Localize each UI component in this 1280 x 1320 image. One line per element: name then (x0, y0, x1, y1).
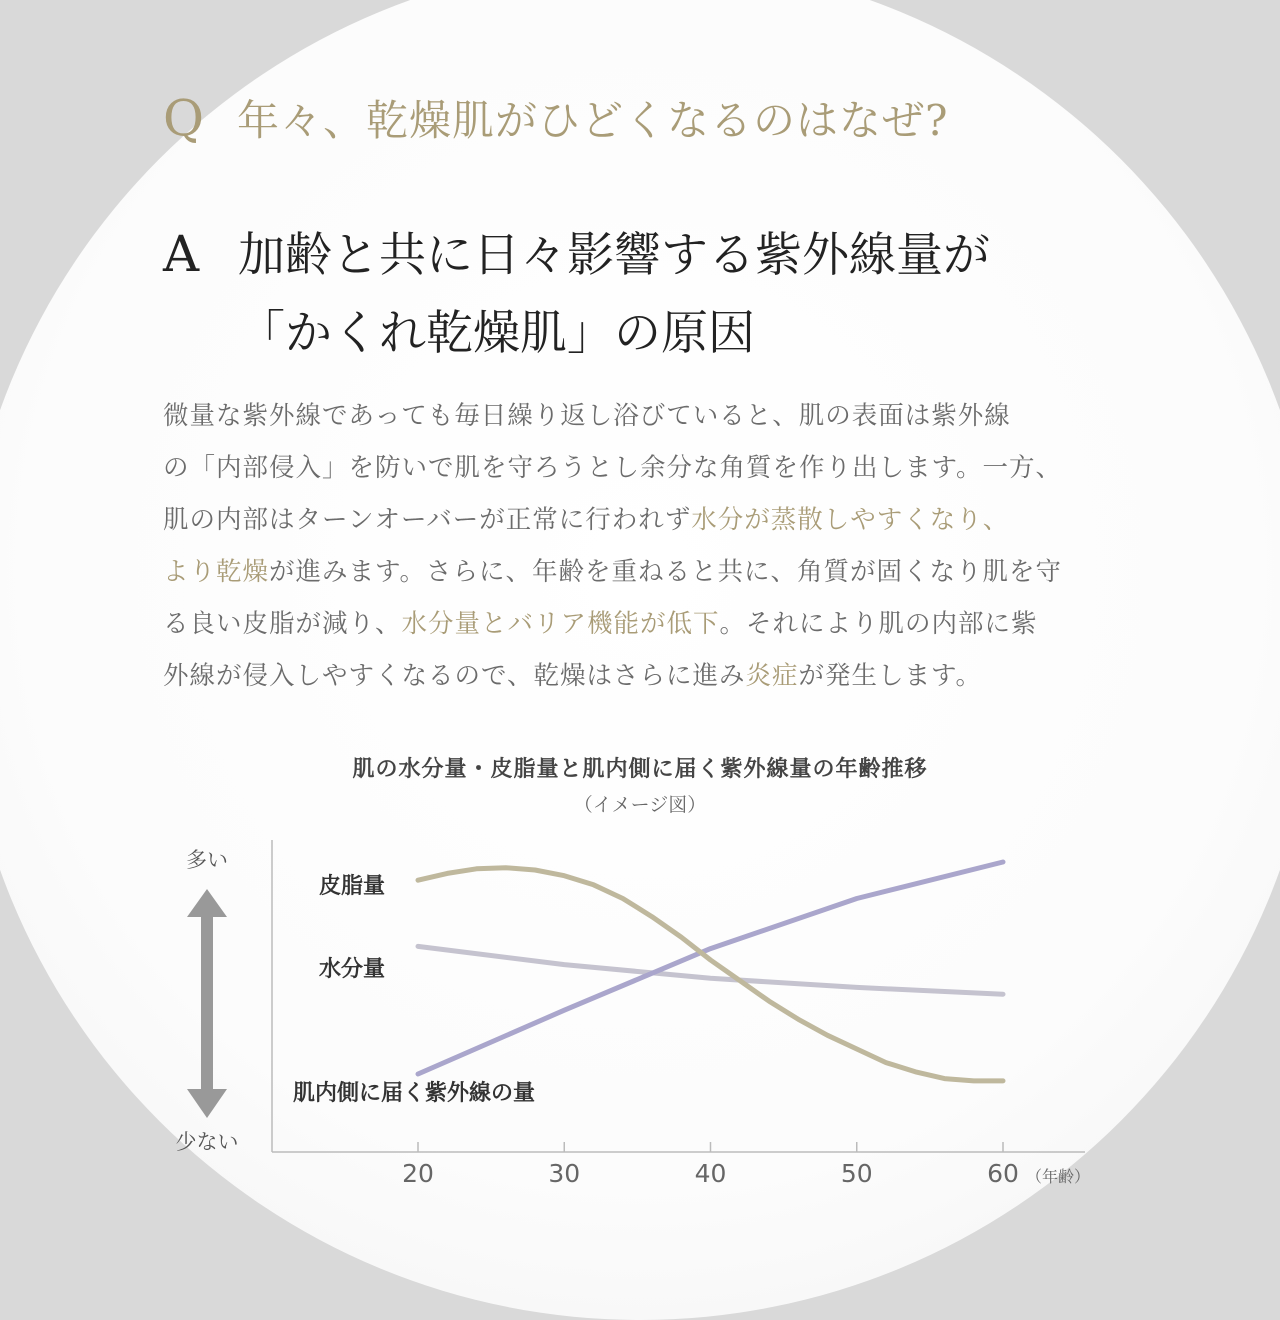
series-label-sebum: 皮脂量 (318, 874, 386, 899)
highlight-evaporation: 水分が蒸散しやすくなり、 (691, 505, 1010, 535)
sebum-series-line (418, 868, 1003, 1081)
highlight-dryness: より乾燥 (163, 557, 270, 587)
x-tick-label-40: 40 (694, 1159, 727, 1188)
x-tick-label-20: 20 (402, 1159, 434, 1188)
uv-series-line (418, 862, 1003, 1074)
arrow-down-head (187, 1089, 227, 1118)
body-line-2: の「内部侵入」を防いで肌を守ろうとし余分な角質を作り出します。一方、 (163, 453, 1062, 483)
answer-line-1: 加齢と共に日々影響する紫外線量が (238, 228, 990, 283)
x-tick-label-50: 50 (840, 1159, 873, 1188)
y-label-few: 少ない (175, 1130, 239, 1154)
x-tick-label-60: 60 (987, 1159, 1019, 1188)
body-line-1: 微量な紫外線であっても毎日繰り返し浴びていると、肌の表面は紫外線 (163, 401, 1011, 431)
body-line-6-text-a: 外線が侵入しやすくなるので、乾燥はさらに進み (163, 661, 746, 691)
answer-mark-label: A (163, 225, 200, 283)
y-label-many: 多い (186, 848, 228, 872)
question-text: 年々、乾燥肌がひどくなるのはなぜ? (237, 96, 949, 145)
x-axis-unit-label: （年齢） (1025, 1167, 1091, 1186)
body-line-5-text-a: る良い皮脂が減り、 (163, 609, 402, 639)
highlight-inflammation: 炎症 (745, 661, 799, 691)
moisture-series-line (418, 946, 1003, 994)
body-line-4-text: が進みます。さらに、年齢を重ねると共に、角質が固くなり肌を守 (269, 557, 1062, 587)
x-tick-label-30: 30 (548, 1159, 581, 1188)
body-line-6-text-b: が発生します。 (798, 661, 982, 691)
question-mark-label: Q (163, 89, 205, 147)
highlight-barrier: 水分量とバリア機能が低下 (401, 609, 720, 639)
arrow-shaft (201, 915, 213, 1091)
series-label-uv: 肌内側に届く紫外線の量 (293, 1081, 536, 1106)
arrow-up-head (187, 889, 227, 917)
chart-subtitle: （イメージ図） (573, 794, 707, 816)
series-label-moisture: 水分量 (318, 957, 386, 982)
body-line-3-text: 肌の内部はターンオーバーが正常に行われず (163, 505, 692, 535)
answer-line-2: 「かくれ乾燥肌」の原因 (238, 306, 755, 361)
body-line-5-text-b: 。それにより肌の内部に紫 (719, 609, 1038, 639)
chart-title: 肌の水分量・皮脂量と肌内側に届く紫外線量の年齢推移 (352, 757, 928, 782)
